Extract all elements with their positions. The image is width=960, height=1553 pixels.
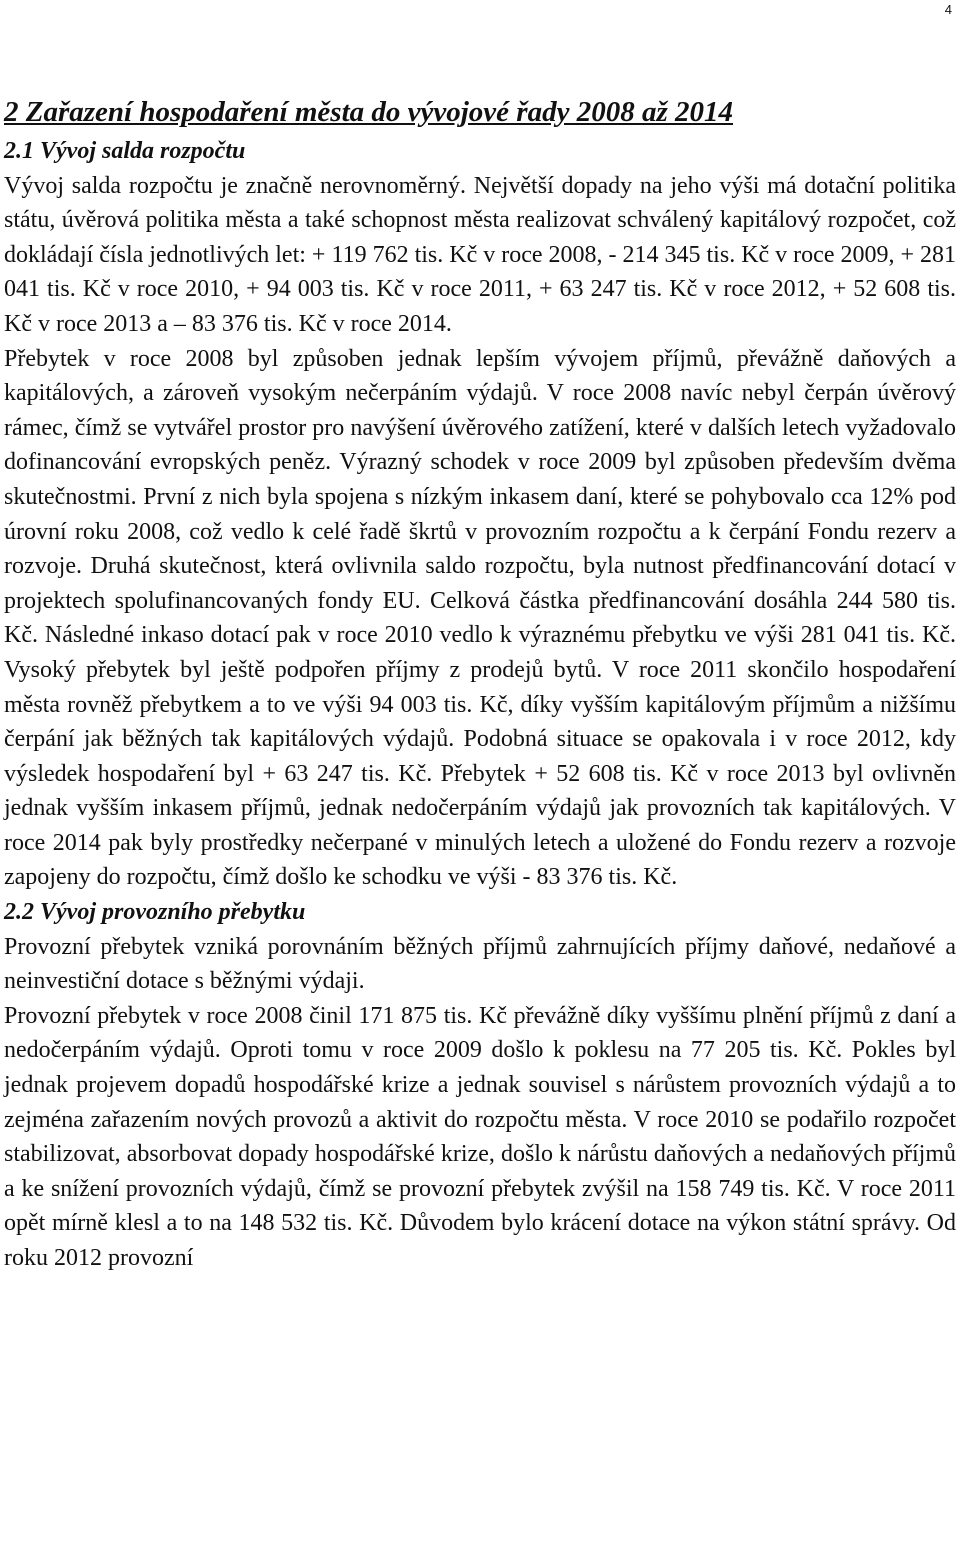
section-heading-2-1: 2.1 Vývoj salda rozpočtu: [4, 138, 246, 164]
document-body: [4, 90, 956, 1276]
section-heading-2-2: 2.2 Vývoj provozního přebytku: [4, 899, 306, 926]
page-number: 4: [944, 2, 952, 17]
paragraph-operating-surplus-details: Provozní přebytek v roce 2008 činil 171 875 tis. Kč převážně díky vyššímu plnění příjmů z daní a nedočerpáním výdajů. Oproti tomu v roce 2009 došlo k poklesu na 77 205 tis. Kč. Pokles byl jednak projevem dopadů hospodářské krize a jednak souvisel s nárůstem provozních výdajů a to zejména zařazením nových provozů a aktivit do rozpočtu města. V roce 2010 se podařilo rozpočet stabilizovat, absorbovat dopady hospodářské krize, došlo k nárůstu daňových a nedaňových příjmů a ke snížení provozních výdajů, čímž se provozní přebytek zvýšil na 158 749 tis. Kč. V roce 2011 opět mírně klesl a to na 148 532 tis. Kč. Důvodem bylo krácení dotace na výkon státní správy. Od roku 2012 provozní: [4, 1002, 956, 1271]
chapter-title: 2 Zařazení hospodaření města do vývojové řady 2008 až 2014: [4, 96, 733, 128]
paragraph-saldo-overview: Vývoj salda rozpočtu je značně nerovnoměrný. Největší dopady na jeho výši má dotační politika státu, úvěrová politika města a také schopnost města realizovat schválený kapitálový rozpočet, což dokládají čísla jednotlivých let: + 119 762 tis. Kč v roce 2008, - 214 345 tis. Kč v roce 2009, + 281 041 tis. Kč v roce 2010, + 94 003 tis. Kč v roce 2011, + 63 247 tis. Kč v roce 2012, + 52 608 tis. Kč v roce 2013 a – 83 376 tis. Kč v roce 2014.: [4, 172, 957, 337]
paragraph-saldo-details: Přebytek v roce 2008 byl způsoben jednak lepším vývojem příjmů, převážně daňových a kapitálových, a zároveň vysokým nečerpáním výdajů. V roce 2008 navíc nebyl čerpán úvěrový rámec, čímž se vytvářel prostor pro navýšení úvěrového zatížení, které v dalších letech vyžadovalo dofinancování evropských peněz. Výrazný schodek v roce 2009 byl způsoben především dvěma skutečnostmi. První z nich byla spojena s nízkým inkasem daní, které se pohybovalo cca 12% pod úrovní roku 2008, což vedlo k celé řadě škrtů v provozním rozpočtu a k čerpání Fondu rezerv a rozvoje. Druhá skutečnost, která ovlivnila saldo rozpočtu, byla nutnost předfinancování dotací v projektech spolufinancovaných fondy EU. Celková částka předfinancování dosáhla 244 580 tis. Kč. Následné inkaso dotací pak v roce 2010 vedlo k výraznému přebytku ve výši 281 041 tis. Kč. Vysoký přebytek byl ještě podpořen příjmy z prodejů bytů. V roce 2011 skončilo hospodaření města rovněž přebytkem a to ve výši 94 003 tis. Kč, díky vyšším kapitálovým příjmům a nižšímu čerpání jak běžných tak kapitálových výdajů. Podobná situace se opakovala i v roce 2012, kdy výsledek hospodaření byl + 63 247 tis. Kč. Přebytek + 52 608 tis. Kč v roce 2013 byl ovlivněn jednak vyšším inkasem příjmů, jednak nedočerpáním výdajů jak provozních tak kapitálových. V roce 2014 pak byly prostředky nečerpané v minulých letech a uložené do Fondu rezerv a rozvoje zapojeny do rozpočtu, čímž došlo ke schodku ve výši - 83 376 tis. Kč.: [4, 345, 956, 891]
paragraph-operating-surplus-definition: Provozní přebytek vzniká porovnáním běžných příjmů zahrnujících příjmy daňové, nedaňové a neinvestiční dotace s běžnými výdaji.: [4, 933, 956, 995]
